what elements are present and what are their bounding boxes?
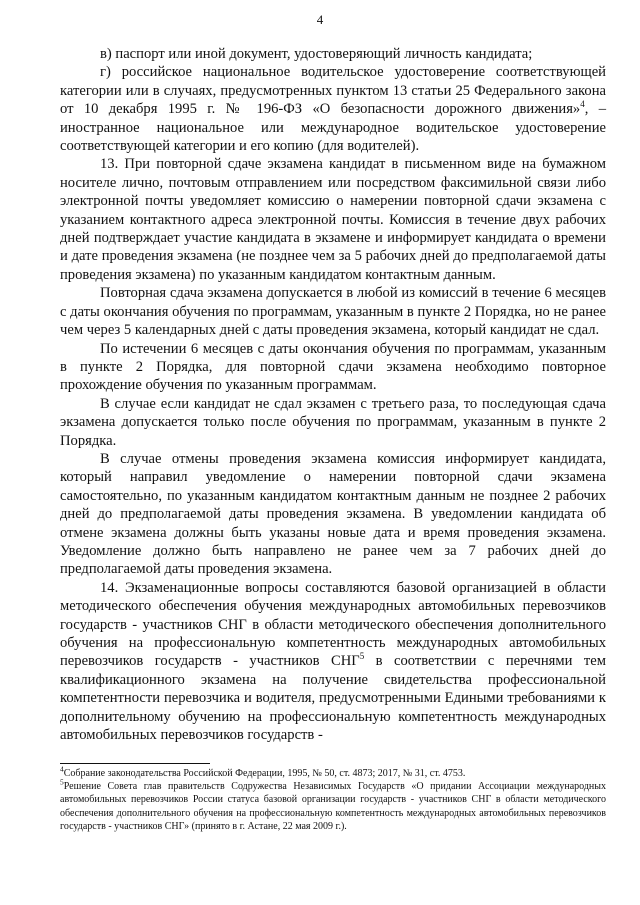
footnote-divider [60,763,210,764]
footnote-marker: 4 [60,764,64,774]
paragraph-third-attempt: В случае если кандидат не сдал экзамен с третьего раза, то последующая сдача экзамена допускается только после обучения по программам, указанным в пункте 2 Порядка. [60,395,606,449]
paragraph-driver-license-tail: , – иностранное национальное или международное водительское удостоверение соответствующей категории и его копию (для водителей). [60,101,607,155]
paragraph-driver-license [60,63,606,155]
footnote-ref-4: 4 [580,99,585,110]
paragraph-expiry: По истечении 6 месяцев с даты окончания обучения по программам, указанным в пункте 2 Порядка, для повторной сдачи экзамена необходимо повторное прохождение обучения по указанным программам. [60,340,606,394]
body-text [60,45,606,744]
footnote-5 [60,777,606,833]
paragraph-14 [60,579,606,745]
paragraph-retake: Повторная сдача экзамена допускается в любой из комиссий в течение 6 месяцев с даты окончания обучения по программам, указанным в пункте 2 Порядка, но не ранее чем через 5 календарных дней с даты проведения экзамена, который кандидат не сдал. [60,285,606,339]
paragraph-passport: в) паспорт или иной документ, удостоверяющий личность кандидата; [100,46,533,62]
paragraph-driver-license-text: г) российское национальное водительское удостоверение соответствующей категории или в случаях, предусмотренных пунктом 13 статьи 25 Федерального закона от 10 декабря 1995 г. № 196-ФЗ «О безопасности дорожного движения» [60,64,606,118]
paragraph-cancellation: В случае отмены проведения экзамена комиссия информирует кандидата, который направил уведомление о намерении повторной сдачи экзамена самостоятельно, по указанным кандидатом контактным данным не позднее 2 рабочих дней до предполагаемой даты проведения экзамена. В уведомлении кандидата об отмене экзамена должны быть указаны новые дата и время проведения экзамена. Уведомление должно быть направлено не ранее чем за 7 рабочих дней до предполагаемой даты проведения экзамена. [60,450,606,578]
footnote-marker: 5 [60,777,64,787]
paragraph-14-tail: в соответствии с перечнями тем квалификационного экзамена на получение свидетельства профессиональной компетентности перевозчика и водителя, предусмотренными Едиными требованиями к дополнительному обучению на профессиональную компетентность международных автомобильных перевозчиков государств - [60,653,606,744]
footnote-ref-5: 5 [359,651,365,662]
footnotes [60,764,606,833]
page-number: 4 [316,12,324,27]
footnote-text: Собрание законодательства Российской Федерации, 1995, № 50, ст. 4873; 2017, № 31, ст. 4753. [63,768,466,779]
paragraph-13: 13. При повторной сдаче экзамена кандидат в письменном виде на бумажном носителе лично, почтовым отправлением или посредством факсимильной связи либо электронной почты уведомляет комиссию о намерении повторной сдачи экзамена с указанием контактного адреса электронной почты. Комиссия в течение двух рабочих дней подтверждает участие кандидата в экзамене и информирует кандидата о времени и дате проведения экзамена (не позднее чем за 5 рабочих дней до предполагаемой даты проведения экзамена) по указанным кандидатом контактным данным. [60,156,606,283]
footnote-text: Решение Совета глав правительств Содружества Независимых Государств «О придании Ассоциации международных автомобильных перевозчиков России статуса базовой организации государств - участников СНГ в области методического обеспечения дополнительного обучения на профессиональную компетентность международных автомобильных перевозчиков государств - участников СНГ» (принято в г. Астане, 22 мая 2009 г.). [60,781,606,832]
footnote-4 [60,764,606,780]
paragraph-14-text: 14. Экзаменационные вопросы составляются базовой организацией в области методического обеспечения обучения международных автомобильных перевозчиков государств - участников СНГ в области методического обеспечения дополнительного обучения на профессиональную компетентность международных автомобильных перевозчиков государств - участников СНГ [60,579,606,670]
